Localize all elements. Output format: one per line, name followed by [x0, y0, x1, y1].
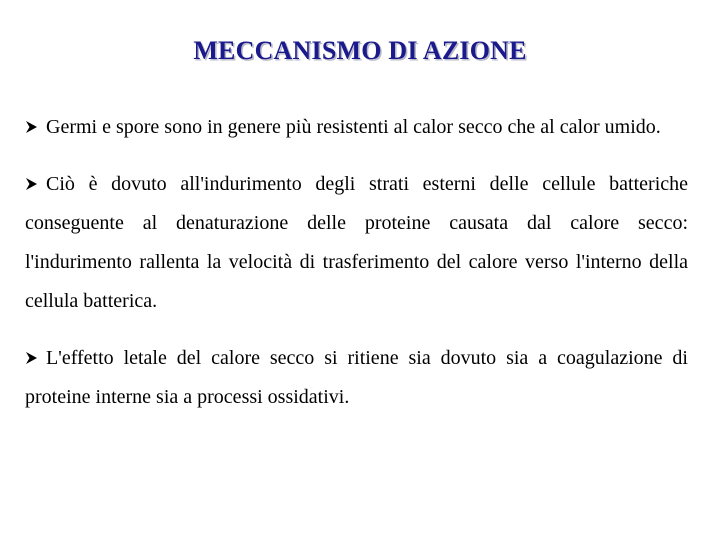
slide-title: MECCANISMO DI AZIONE	[193, 36, 527, 65]
arrow-bullet-icon	[25, 177, 38, 191]
bullet-text: Ciò è dovuto all'indurimento degli strati esterni delle cellule batteriche conseguente al denaturazione delle proteine causata dal calore secco: l'indurimento rallenta la velocità di trasferimento del calore verso l'interno della cellula batterica.	[25, 173, 688, 312]
bullet-item	[25, 108, 688, 147]
bullet-text: Germi e spore sono in genere più resistenti al calor secco che al calor umido.	[46, 116, 661, 138]
bullet-list	[25, 108, 688, 435]
bullet-item	[25, 165, 688, 321]
bullet-text: L'effetto letale del calore secco si ritiene sia dovuto sia a coagulazione di proteine interne sia a processi ossidativi.	[25, 347, 688, 408]
arrow-bullet-icon	[25, 120, 38, 134]
bullet-item	[25, 339, 688, 417]
arrow-bullet-icon	[25, 351, 38, 365]
